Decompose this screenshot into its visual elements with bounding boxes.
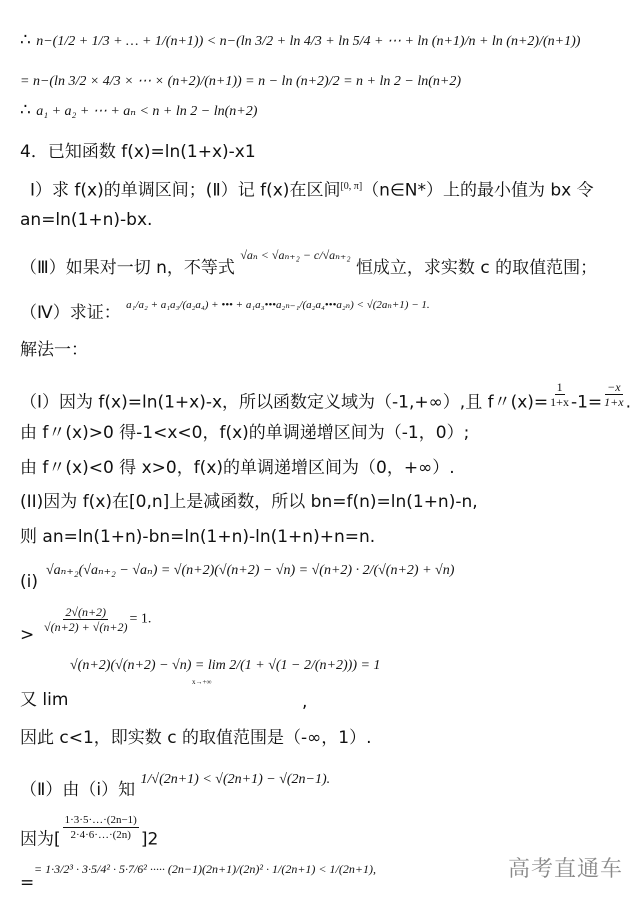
denominator: 1+x — [550, 395, 569, 409]
fraction — [63, 813, 139, 842]
text: （Ⅳ）求证： — [20, 303, 121, 323]
text: = 1. — [129, 611, 152, 627]
question-part-1-cont: an=ln(1+n)-bx. — [20, 210, 153, 230]
question-part-4 — [20, 299, 430, 325]
numerator: 1 — [556, 380, 563, 394]
solution-line-8-label: 又 lim — [20, 690, 69, 710]
line-3 — [20, 100, 257, 122]
text: Ⅰ）求 f(x)的单调区间；(Ⅱ）记 f(x)在区间 — [30, 180, 341, 201]
solution-line-2: 由 f〃(x)>0 得-1<x<0，f(x)的单调递增区间为（-1，0）; — [20, 423, 470, 443]
solution-line-7-formula — [42, 605, 151, 634]
solution-line-4: (II)因为 f(x)在[0,n]上是减函数，所以 bn=f(n)=ln(1+n)-n, — [20, 492, 478, 512]
text: （Ⅱ）由（i）知 — [20, 780, 136, 800]
numerator: 2√(n+2) — [65, 605, 107, 619]
question-part-1 — [30, 177, 594, 201]
solution-line-3: 由 f〃(x)<0 得 x>0，f(x)的单调递增区间为（0，+∞）. — [20, 458, 455, 478]
solution-title: 解法一： — [20, 340, 88, 360]
fraction — [604, 380, 623, 409]
formula: a₁/a₂ + a₁a₃/(a₂a₄) + ••• + a₁a₃•••a₂ₙ₋₁/(a₂a₄•••a₂ₙ) < √(2aₙ+1) − 1. — [126, 299, 430, 311]
solution-line-9: 因此 c<1，即实数 c 的取值范围是（-∞，1）. — [20, 728, 372, 748]
solution-line-12-formula: = 1·3/2³ · 3·5/4² · 5·7/6² ····· (2n−1)(2n+1)/(2n)² · 1/(2n+1) < 1/(2n+1), — [34, 862, 376, 876]
text: 因为[ — [20, 829, 61, 850]
formula: √aₙ < √aₙ₊₂ − c/√aₙ₊₂ — [240, 248, 351, 262]
question-title: 4．已知函数 f(x)=ln(1+x)-x1 — [20, 142, 256, 162]
numerator: 1·3·5·…·(2n−1) — [64, 814, 137, 826]
text: . — [625, 392, 631, 413]
interval: [0, π] — [340, 181, 363, 192]
solution-line-7-label: > — [20, 625, 35, 645]
therefore-symbol: ∴ — [20, 100, 31, 120]
question-part-3 — [20, 248, 598, 279]
formula: a₁ + a₂ + ⋯ + aₙ < n + ln 2 − ln(n+2) — [36, 104, 258, 119]
fraction — [44, 605, 127, 634]
formula: 1/√(2n+1) < √(2n+1) − √(2n−1). — [140, 772, 331, 787]
solution-line-10 — [20, 772, 331, 802]
line-1 — [20, 30, 580, 52]
fraction — [550, 380, 569, 409]
formula: = n−(ln 3/2 × 4/3 × ⋯ × (n+2)/(n+1)) = n − ln (n+2)/2 = n + ln 2 − ln(n+2) — [20, 74, 461, 89]
text: （Ⅲ）如果对一切 n，不等式 — [20, 258, 235, 278]
denominator: 1+x — [604, 395, 624, 409]
text: （n∈N*）上的最小值为 bx 令 — [362, 180, 594, 201]
text: -1= — [570, 392, 603, 413]
numerator: −x — [607, 380, 621, 394]
solution-line-6-label: (i) — [20, 572, 38, 592]
solution-line-5: 则 an=ln(1+n)-bn=ln(1+n)-ln(1+n)+n=n. — [20, 527, 376, 547]
watermark: 高考直通车 — [508, 857, 624, 882]
lim-subscript: x→+∞ — [192, 678, 212, 686]
text: ]2 — [140, 829, 159, 850]
denominator: 2·4·6·…·(2n) — [70, 829, 131, 841]
formula: n−(1/2 + 1/3 + … + 1/(n+1)) < n−(ln 3/2 + ln 4/3 + ln 5/4 + ⋯ + ln (n+1)/n + ln (n+2)/(n+1)) — [36, 34, 581, 49]
solution-line-6-formula: √aₙ₊₂(√aₙ₊₂ − √aₙ) = √(n+2)(√(n+2) − √n) = √(n+2) · 2/(√(n+2) + √n) — [46, 563, 455, 578]
denominator: √(n+2) + √(n+2) — [44, 620, 128, 634]
comma: , — [302, 692, 308, 712]
line-2 — [20, 70, 461, 92]
text: 恒成立，求实数 c 的取值范围； — [355, 258, 598, 278]
solution-line-1 — [20, 380, 631, 417]
text: （I）因为 f(x)=ln(1+x)-x，所以函数定义域为（-1,+∞）,且 f〃(x)= — [20, 392, 549, 413]
solution-line-8-formula: √(n+2)(√(n+2) − √n) = lim 2/(1 + √(1 − 2/(n+2))) = 1 — [70, 658, 381, 673]
therefore-symbol: ∴ — [20, 30, 31, 50]
solution-line-12-label: = — [20, 873, 35, 893]
